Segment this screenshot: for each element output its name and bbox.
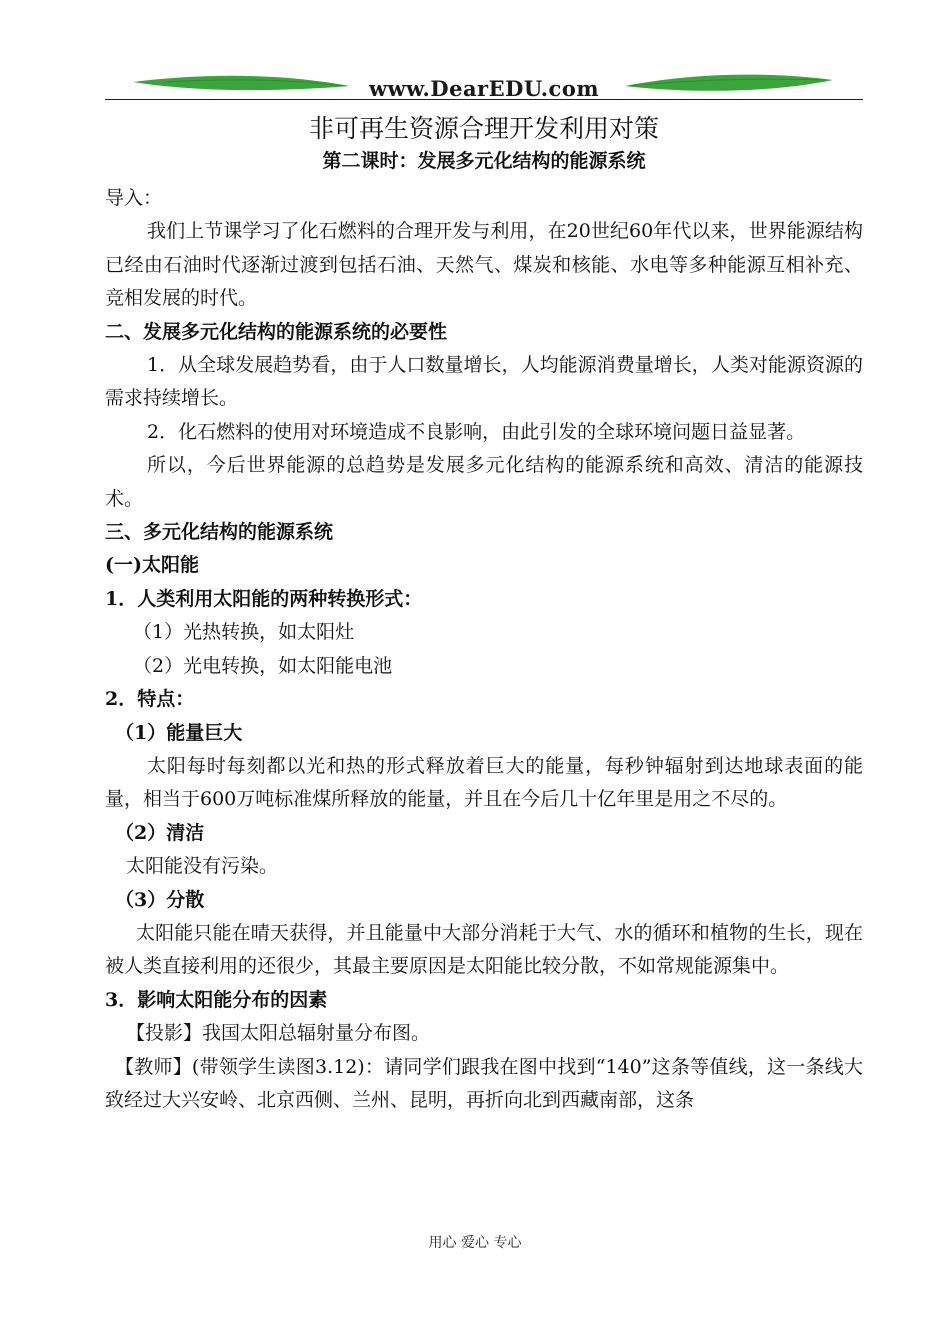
page-footer: 用心 爱心 专心 bbox=[428, 1235, 522, 1251]
list-item: （2）光电转换，如太阳能电池 bbox=[133, 654, 393, 677]
document-title: 非可再生资源合理开发利用对策 bbox=[308, 114, 659, 143]
subsection-heading: (一)太阳能 bbox=[105, 554, 199, 577]
paragraph: 所以，今后世界能源的总趋势是发展多元化结构的能源系统和高效、清洁的能源技术。 bbox=[105, 454, 863, 510]
paragraph: 太阳每时每刻都以光和热的形式释放着巨大的能量，每秒钟辐射到达地球表面的能量，相当于600万吨标准煤所释放的能量，并且在今后几十亿年里是用之不尽的。 bbox=[105, 754, 863, 811]
feature-heading: （2）清洁 bbox=[115, 821, 205, 844]
item-heading: 1．人类利用太阳能的两种转换形式： bbox=[105, 587, 423, 610]
document-subtitle: 第二课时：发展多元化结构的能源系统 bbox=[322, 150, 646, 172]
paragraph: 2．化石燃料的使用对环境造成不良影响，由此引发的全球环境问题日益显著。 bbox=[147, 420, 806, 443]
document-body bbox=[105, 182, 863, 1117]
intro-label: 导入： bbox=[105, 187, 163, 209]
paragraph: 【投影】我国太阳总辐射量分布图。 bbox=[126, 1022, 431, 1045]
item-heading: 2．特点： bbox=[105, 688, 195, 711]
paragraph: 1．从全球发展趋势看，由于人口数量增长，人均能源消费量增长，人类对能源资源的需求持续增长。 bbox=[105, 354, 863, 410]
feature-heading: （3）分散 bbox=[115, 888, 205, 911]
section-heading: 三、多元化结构的能源系统 bbox=[105, 521, 334, 544]
list-item: （1）光热转换，如太阳灶 bbox=[133, 621, 355, 644]
paragraph: 【教师】(带领学生读图3.12)：请同学们跟我在图中找到“140”这条等值线，这一条线大致经过大兴安岭、北京西侧、兰州、昆明，再折向北到西藏南部，这条 bbox=[105, 1055, 863, 1111]
header-rule bbox=[105, 99, 863, 100]
feature-heading: （1）能量巨大 bbox=[115, 721, 243, 744]
section-heading: 二、发展多元化结构的能源系统的必要性 bbox=[105, 320, 448, 343]
site-url[interactable]: www.DearEDU.com bbox=[368, 76, 600, 101]
item-heading: 3．影响太阳能分布的因素 bbox=[105, 988, 328, 1011]
paragraph: 太阳能只能在晴天获得，并且能量中大部分消耗于大气、水的循环和植物的生长，现在被人类直接利用的还很少，其最主要原因是太阳能比较分散，不如常规能源集中。 bbox=[105, 921, 863, 978]
paragraph: 我们上节课学习了化石燃料的合理开发与利用，在20世纪60年代以来，世界能源结构已经由石油时代逐渐过渡到包括石油、天然气、煤炭和核能、水电等多种能源互相补充、竞相发展的时代。 bbox=[105, 220, 863, 310]
paragraph: 太阳能没有污染。 bbox=[126, 855, 279, 878]
